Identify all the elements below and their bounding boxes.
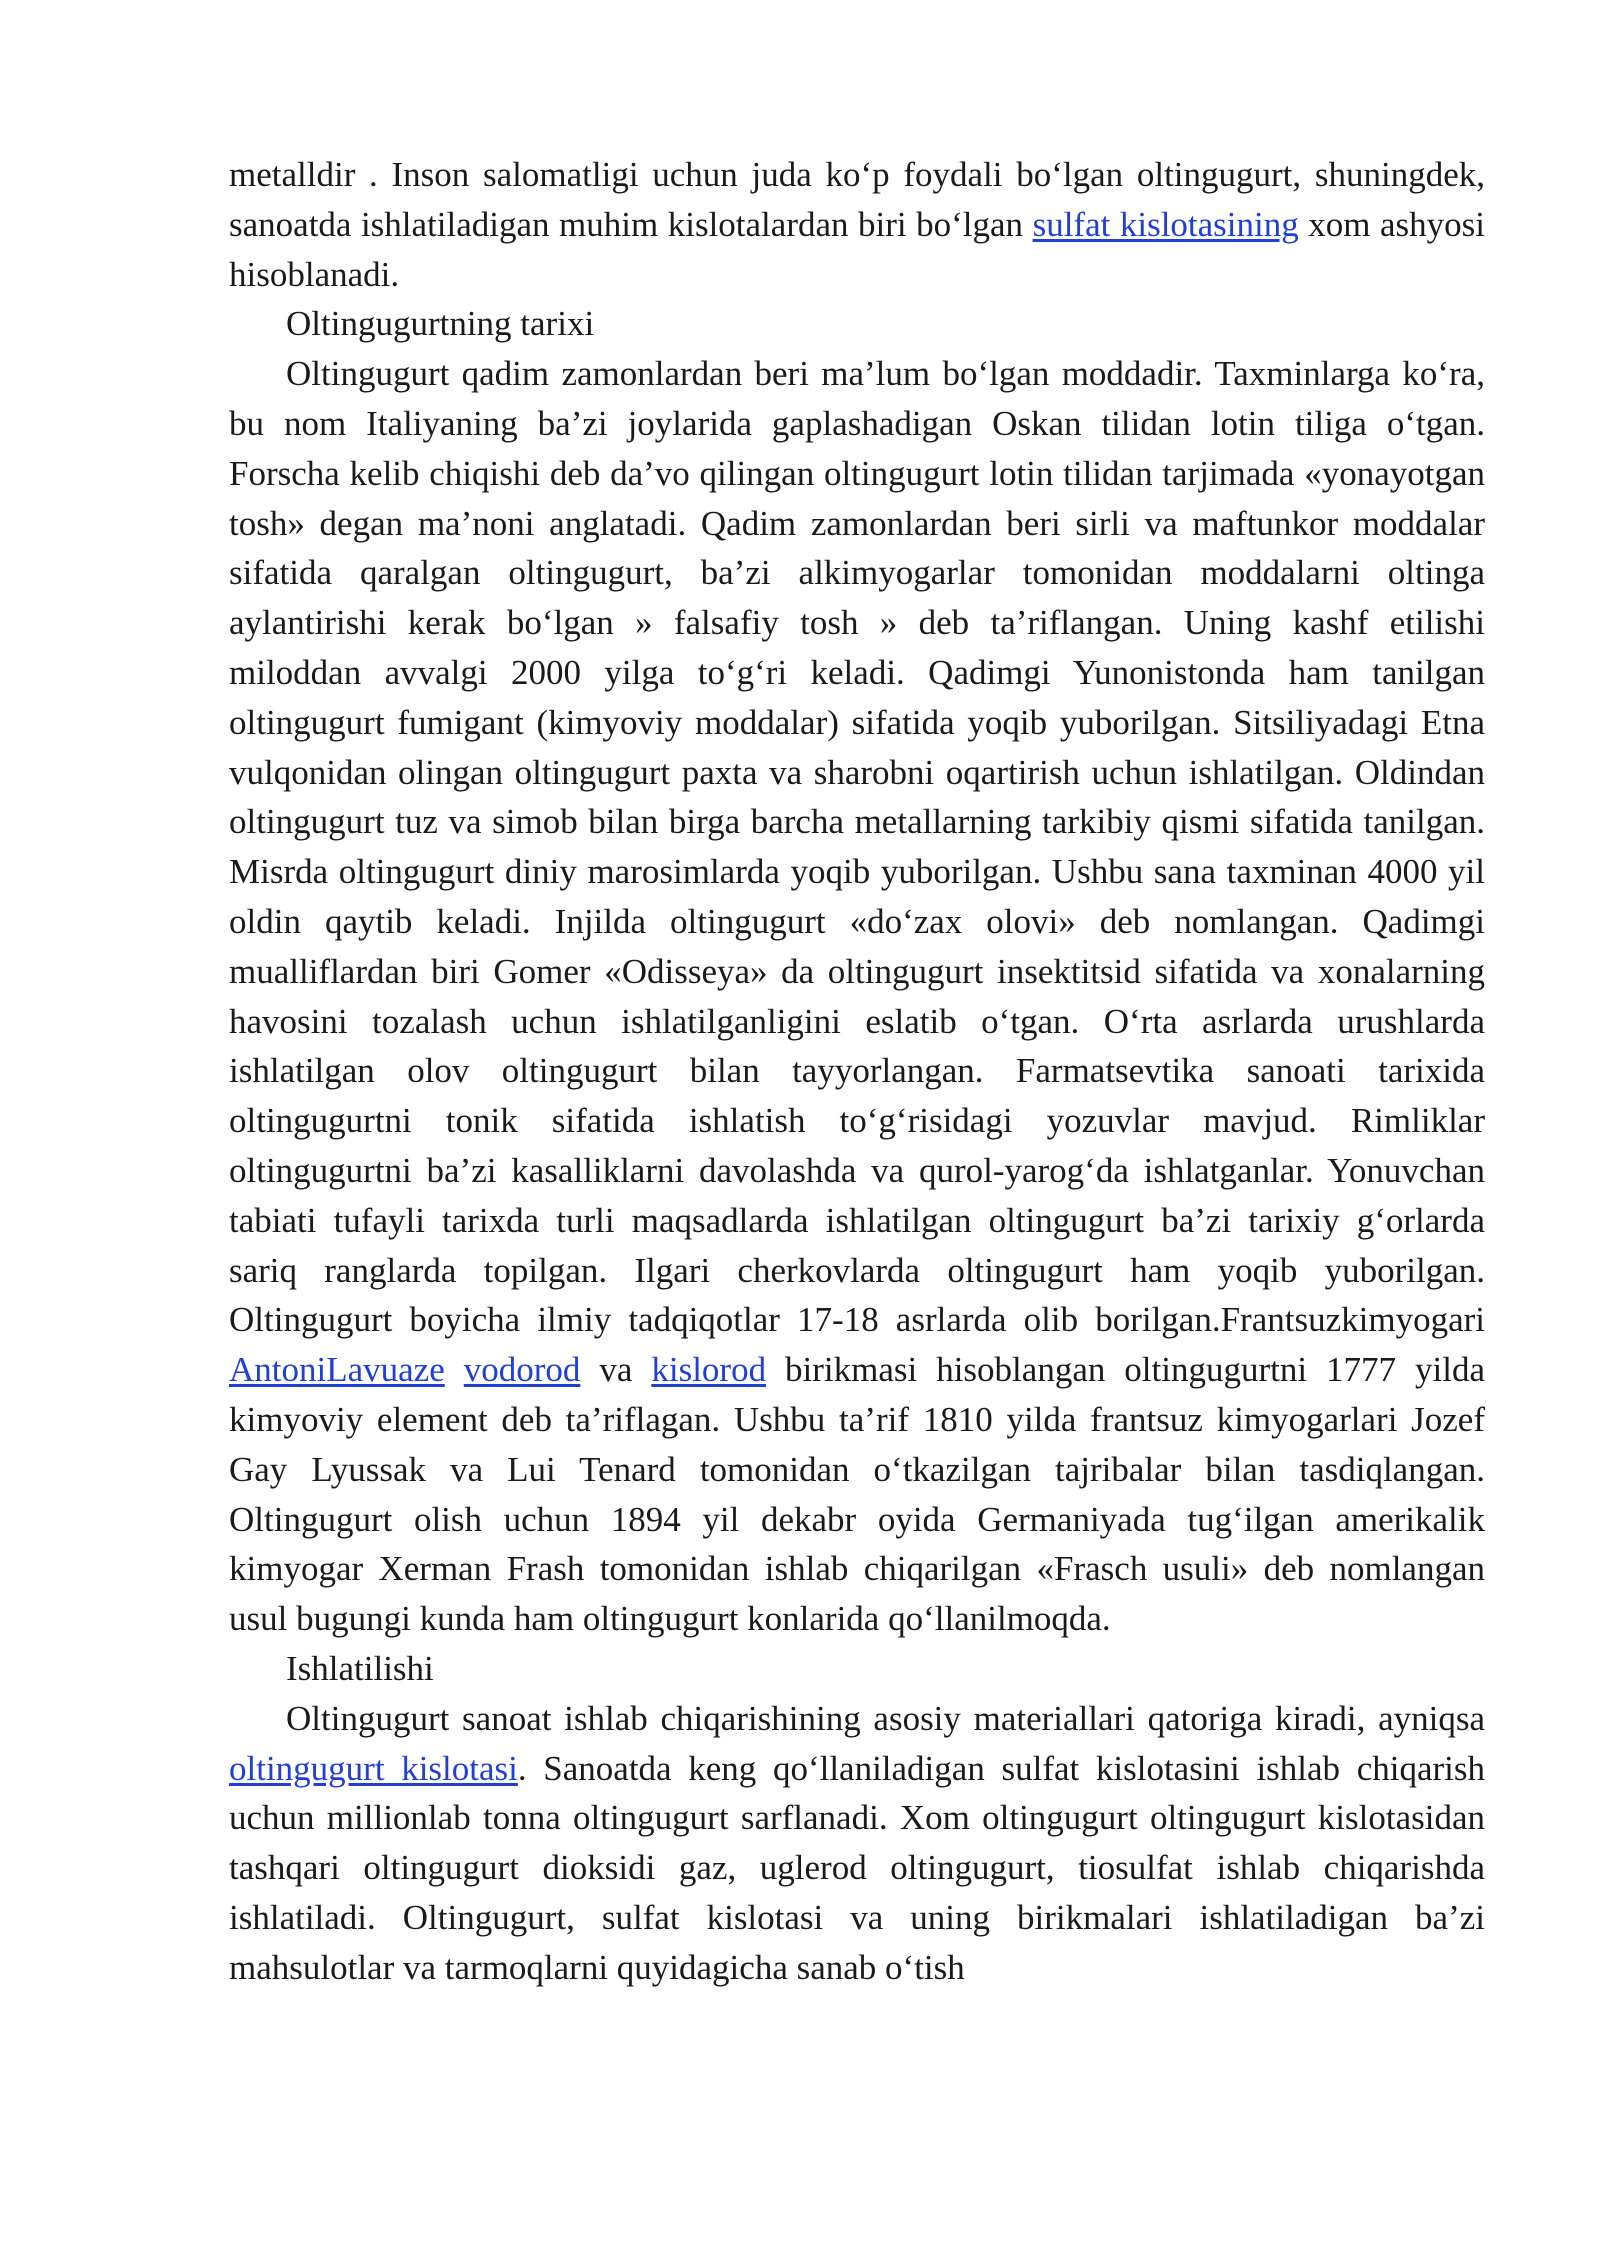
document-page <box>229 150 1485 1992</box>
paragraph-history <box>229 349 1485 1644</box>
paragraph-history-text-1: Oltingugurt qadim zamonlardan beri ma’lum bo‘lgan moddadir. Taxminlarga ko‘ra, bu nom Italiyaning ba’zi joylarida gaplashadigan Oskan tilidan lotin tiliga o‘tgan. Forscha kelib chiqishi deb da’vo qilingan oltingugurt lotin tilidan tarjimada «yonayotgan tosh» degan ma’noni anglatadi. Qadim zamonlardan beri sirli va maftunkor moddalar sifatida qaralgan oltingugurt, ba’zi alkimyogarlar tomonidan moddalarni oltinga aylantirishi kerak bo‘lgan » falsafiy tosh » deb ta’riflangan. Uning kashf etilishi miloddan avvalgi 2000 yilga to‘g‘ri keladi. Qadimgi Yunonistonda ham tanilgan oltingugurt fumigant (kimyoviy moddalar) sifatida yoqib yuborilgan. Sitsiliyadagi Etna vulqonidan olingan oltingugurt paxta va sharobni oqartirish uchun ishlatilgan. Oldindan oltingugurt tuz va simob bilan birga barcha metallarning tarkibiy qismi sifatida tanilgan. Misrda oltingugurt diniy marosimlarda yoqib yuborilgan. Ushbu sana taxminan 4000 yil oldin qaytib keladi. Injilda oltingugurt «do‘zax olovi» deb nomlangan. Qadimgi mualliflardan biri Gomer «Odisseya» da oltingugurt insektitsid sifatida va xonalarning havosini tozalash uchun ishlatilganligini eslatib o‘tgan. O‘rta asrlarda urushlarda ishlatilgan olov oltingugurt bilan tayyorlangan. Farmatsevtika sanoati tarixida oltingugurtni tonik sifatida ishlatish to‘g‘risidagi yozuvlar mavjud. Rimliklar oltingugurtni ba’zi kasalliklarni davolashda va qurol-yarog‘da ishlatganlar. Yonuvchan tabiati tufayli tarixda turli maqsadlarda ishlatilgan oltingugurt ba’zi tarixiy g‘orlarda sariq ranglarda topilgan. Ilgari cherkovlarda oltingugurt ham yoqib yuborilgan. Oltingugurt boyicha ilmiy tadqiqotlar 17-18 asrlarda olib borilgan.Frantsuzkimyogari <box>229 354 1485 1340</box>
section-heading-history: Oltingugurtning tarixi <box>286 304 595 344</box>
link-oltingugurt-kislotasi[interactable]: oltingugurt kislotasi <box>229 1748 518 1788</box>
link-vodorod[interactable]: vodorod <box>463 1350 581 1390</box>
link-antoni-lavuaze[interactable]: AntoniLavuaze <box>229 1350 445 1390</box>
paragraph-history-text-2 <box>445 1350 464 1389</box>
paragraph-intro <box>229 150 1485 299</box>
paragraph-history-text-4: birikmasi hisoblangan oltingugurtni 1777 yilda kimyoviy element deb ta’riflagan. Ushbu ta’rif 1810 yilda frantsuz kimyogarlari Jozef Gay Lyussak va Lui Tenard tomonidan o‘tkazilgan tajribalar bilan tasdiqlangan. Oltingugurt olish uchun 1894 yil dekabr oyida Germaniyada tug‘ilgan amerikalik kimyogar Xerman Frash tomonidan ishlab chiqarilgan «Frasch usuli» deb nomlangan usul bugungi kunda ham oltingugurt konlarida qo‘llanilmoqda. <box>229 1350 1485 1639</box>
paragraph-intro-text-2: xom ashyosi hisoblanadi. <box>229 204 1486 294</box>
paragraph-usage <box>229 1694 1485 1993</box>
link-kislorod[interactable]: kislorod <box>651 1350 767 1390</box>
link-sulfat-kislotasining[interactable]: sulfat kislotasining <box>1032 204 1299 244</box>
section-heading-usage: Ishlatilishi <box>286 1648 434 1688</box>
paragraph-intro-text-1: metalldir . Inson salomatligi uchun juda ko‘p foydali bo‘lgan oltingugurt, shuningdek, sanoatda ishlatiladigan muhim kislotalardan biri bo‘lgan <box>229 155 1485 244</box>
paragraph-history-text-3: va <box>580 1350 652 1390</box>
paragraph-usage-text-1: Oltingugurt sanoat ishlab chiqarishining asosiy materiallari qatoriga kiradi, ayniqsa <box>286 1698 1485 1738</box>
paragraph-usage-text-2: . Sanoatda keng qo‘llaniladigan sulfat kislotasini ishlab chiqarish uchun millionlab tonna oltingugurt sarflanadi. Xom oltingugurt oltingugurt kislotasidan tashqari oltingugurt dioksidi gaz, uglerod oltingugurt, tiosulfat ishlab chiqarishda ishlatiladi. Oltingugurt, sulfat kislotasi va uning birikmalari ishlatiladigan ba’zi mahsulotlar va tarmoqlarni quyidagicha sanab o‘tish <box>229 1748 1485 1987</box>
